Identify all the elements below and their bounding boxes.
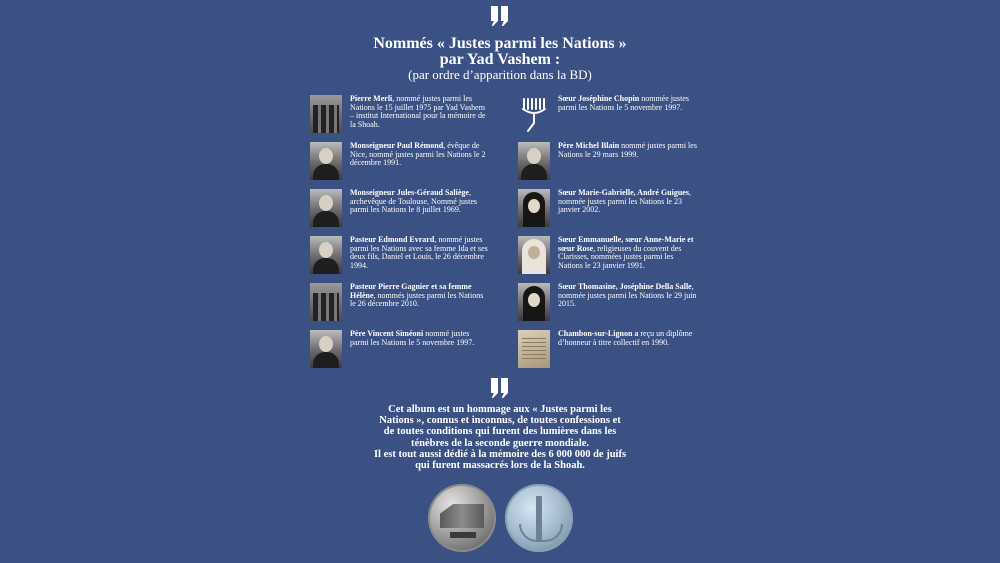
quote-mark-icon: [490, 6, 510, 26]
person-entry-chopin: [518, 95, 698, 133]
person-desc: , nommé justes parmi les Nations avec sa femme Ida et ses deux fils, Daniel et Louis, le 26 décembre 1994.: [350, 235, 488, 270]
person-text: [350, 283, 490, 309]
person-text: [558, 236, 698, 270]
menorah-icon: [518, 95, 550, 133]
person-name: Pasteur Pierre Gagnier et sa femme Hélène: [350, 282, 472, 300]
person-desc: nommé justes parmi les Nations le 29 mars 1999.: [558, 141, 697, 159]
person-entry-chambon: [518, 330, 698, 368]
page-subtitle: (par ordre d’apparition dans la BD): [408, 67, 592, 82]
person-desc: , nommés justes parmi les Nations le 26 décembre 2010.: [350, 290, 484, 309]
person-text: [558, 330, 698, 347]
person-text: [350, 189, 490, 215]
person-desc: , archevêque de Toulouse, Nommé justes parmi les Nations le 8 juillet 1969.: [350, 188, 478, 215]
medal-reverse-image: [505, 484, 573, 552]
person-entry-remond: [310, 142, 490, 180]
person-text: [350, 330, 490, 347]
person-name: Pasteur Edmond Evrard: [350, 235, 435, 244]
medal-obverse-image: [428, 484, 496, 552]
person-text: [350, 236, 490, 270]
person-entry-thomasine: [518, 283, 698, 321]
person-name: Père Michel Blain: [558, 141, 620, 150]
photo-remond: [310, 142, 342, 180]
person-text: [558, 142, 698, 159]
photo-guigues: [518, 189, 550, 227]
closing-line: Nations », connus et inconnus, de toutes confessions et: [379, 415, 621, 427]
photo-blain: [518, 142, 550, 180]
photo-simeoni: [310, 330, 342, 368]
photo-saliege: [310, 189, 342, 227]
title-line-2: par Yad Vashem :: [439, 51, 561, 68]
closing-line: Il est tout aussi dédié à la mémoire des 6 000 000 de juifs: [373, 448, 627, 460]
person-entry-emmanuelle: [518, 236, 698, 274]
person-name: Monseigneur Jules-Géraud Saliège: [350, 188, 469, 197]
person-name: Sœur Emmanuelle, sœur Anne-Marie et sœur Rose: [558, 235, 694, 253]
title-line-1: Nommés « Justes parmi les Nations »: [373, 35, 627, 52]
person-entry-merli: [310, 95, 490, 133]
person-desc: , nommé justes parmi les Nations le 15 juillet 1975 par Yad Vashem – institut International pour la mémoire de la Shoah.: [350, 94, 486, 129]
person-entry-guigues: [518, 189, 698, 227]
person-text: [558, 283, 698, 309]
person-desc: , évêque de Nice, nommé justes parmi les Nations le 2 décembre 1991.: [350, 141, 486, 168]
closing-line: ténèbres de la seconde guerre mondiale.: [410, 437, 590, 449]
person-text: [558, 189, 698, 215]
person-desc: nommé justes parmi les Nations le 5 novembre 1997.: [350, 329, 475, 347]
photo-evrard: [310, 236, 342, 274]
person-entry-gagnier: [310, 283, 490, 321]
page-title: [250, 36, 750, 68]
person-desc: , nommée justes parmi les Nations le 23 janvier 2002.: [558, 188, 691, 215]
person-name: Monseigneur Paul Rémond: [350, 141, 444, 150]
person-text: [350, 142, 490, 168]
person-desc: reçu un diplôme d’honneur à titre collectif en 1990.: [558, 329, 693, 347]
person-entry-saliege: [310, 189, 490, 227]
person-entry-evrard: [310, 236, 490, 274]
quote-mark-icon: [490, 378, 510, 398]
person-name: Sœur Joséphine Chopin: [558, 94, 640, 103]
person-name: Père Vincent Siméoni: [350, 329, 424, 338]
photo-emmanuelle: [518, 236, 550, 274]
person-entry-blain: [518, 142, 698, 180]
closing-dedication: [330, 404, 670, 471]
person-name: Sœur Thomasine, Joséphine Della Salle: [558, 282, 692, 291]
closing-line: de toutes conditions qui furent des lumières dans les: [383, 426, 617, 438]
person-name: Pierre Merli: [350, 94, 393, 103]
photo-thomasine: [518, 283, 550, 321]
person-desc: , religieuses du couvent des Clarisses, nommées justes parmi les Nations le 23 janvier 1991.: [558, 243, 682, 270]
photo-merli: [310, 95, 342, 133]
closing-line: Cet album est un hommage aux « Justes parmi les: [388, 404, 612, 415]
photo-gagnier: [310, 283, 342, 321]
person-text: [350, 95, 490, 129]
person-text: [558, 95, 698, 112]
person-name: Sœur Marie-Gabrielle, André Guigues: [558, 188, 689, 197]
closing-line: qui furent massacrés lors de la Shoah.: [415, 460, 585, 472]
person-entry-simeoni: [310, 330, 490, 368]
photo-chambon-plaque: [518, 330, 550, 368]
person-desc: nommée justes parmi les Nations le 5 novembre 1997.: [558, 94, 689, 112]
person-desc: , nommée justes parmi les Nations le 29 juin 2015.: [558, 282, 697, 309]
person-name: Chambon-sur-Lignon a: [558, 329, 639, 338]
